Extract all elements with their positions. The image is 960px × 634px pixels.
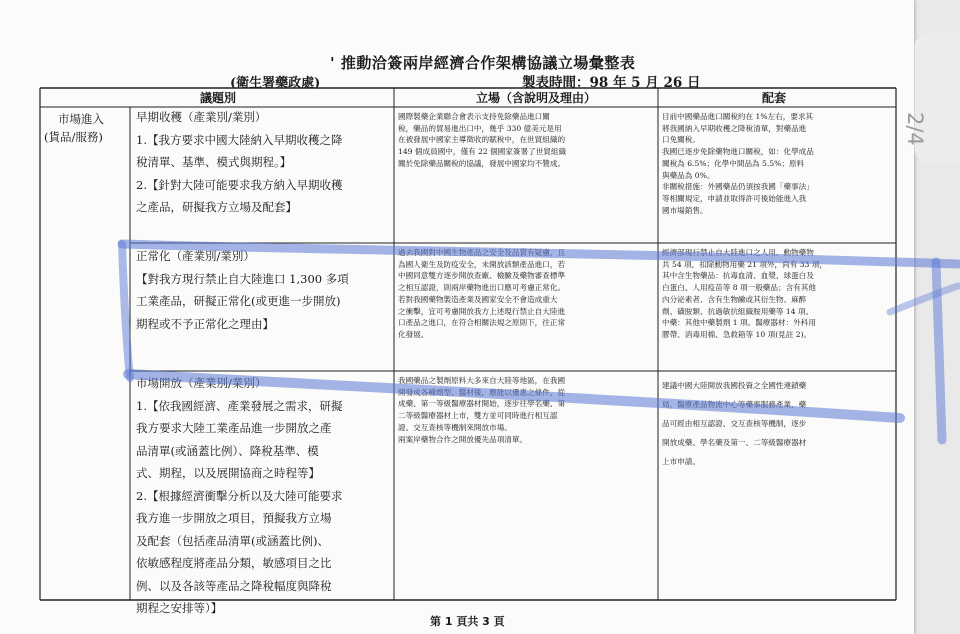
- measure-line: 其中含生物藥品：抗毒血清、血漿、球蛋白及: [662, 271, 814, 281]
- measure-line: 非關稅措施：外國藥品仍須按我國「藥事法」: [662, 182, 814, 192]
- document-title: ' 推動洽簽兩岸經濟合作架構協議立場彙整表: [330, 54, 636, 72]
- row-1-position: [398, 111, 656, 170]
- topic-line: 品清單(或涵蓋比例）、降稅基準、模: [136, 443, 319, 458]
- position-line: 我國藥品之製劑原料大多來自大陸等地區，在我國: [398, 376, 566, 385]
- topic-line: 我方進一步開放之項目，預擬我方立場: [136, 511, 332, 525]
- position-line: 中國同意雙方逐步開放查廠、檢驗及藥物審查標準: [398, 271, 566, 281]
- header-topic: 議題別: [200, 91, 237, 105]
- category-sublabel: (貨品/服務): [44, 130, 103, 144]
- topic-line: 我方要求大陸工業產品進一步開放之產: [136, 421, 332, 435]
- topic-line: 【對我方現行禁止自大陸進口 1,300 多項: [136, 271, 349, 286]
- measure-line: 局，醫療產品物流中心等藥事服務產業，藥: [662, 400, 807, 409]
- measure-line: 口免關稅。: [662, 135, 700, 145]
- position-line: 二等級醫療器材上市，雙方並可同時進行相互認: [398, 411, 558, 421]
- position-line: 過去我國對中國生物產品之安全及品質有疑慮，且: [398, 248, 566, 257]
- row-3-measures: [662, 376, 894, 471]
- topic-line: 及配套（包括產品清單(或涵蓋比例)、: [136, 533, 329, 548]
- position-line: 149 個成員國中，僅有 22 個國家簽署了世貿組織: [398, 147, 567, 157]
- topic-line: 期程之安排等）】: [136, 601, 223, 615]
- document-date: 製表時間：98 年 5 月 26 日: [522, 75, 701, 91]
- measure-line: 經濟部現行禁止自大陸進口之人用、動物藥物: [662, 248, 814, 257]
- position-line: 成藥、第一等級醫療器材開始，逐步往學名藥、第: [398, 399, 566, 409]
- topic-line: 工業產品，研擬正常化(或更進一步開放): [136, 294, 341, 308]
- topic-line: 早期收穫（產業別/業別）: [136, 110, 267, 124]
- row-1-topic: [136, 106, 342, 219]
- position-line: 之衝擊，宜可考慮開放我方上述現行禁止自大陸進: [398, 306, 566, 316]
- position-line: 稅，藥品的貿易進出口中，幾乎 330 億美元是用: [398, 123, 562, 133]
- topic-line: 例、以及各該等產品之降稅幅度與降稅: [136, 578, 332, 593]
- position-line: 口產品之進口，在符合相關法規之原則下，往正常: [398, 318, 566, 328]
- topic-line: 之產品，研擬我方立場及配套】: [136, 200, 297, 214]
- measure-line: 白蛋白、人用疫苗等 8 項一般藥品；含有其他: [662, 283, 816, 293]
- row-3-topic: [136, 372, 342, 620]
- measure-line: 國市場銷售。: [662, 205, 708, 215]
- topic-line: 稅清單、基準、模式與期程。】: [136, 155, 292, 169]
- measure-line: 關稅為 6.5%；化學中間品為 5.5%；原料: [662, 158, 805, 168]
- position-line: 證、交互查核等機制來開放市場。: [398, 422, 512, 432]
- measure-line: 共 54 項，扣除動物用藥 21 項外，尚有 33 項，: [662, 259, 827, 269]
- row-2-position: [398, 247, 656, 341]
- page-indicator-label: 2/4: [903, 112, 927, 146]
- position-line: 開發成各種劑型、醫材後，應能以優惠之條件，從: [398, 387, 566, 397]
- position-line: 之相互認證，則兩岸藥物進出口應可考慮正常化。: [398, 283, 566, 293]
- position-line: 兩案岸藥物合作之開放優先品項清單。: [398, 434, 528, 444]
- position-line: 國際製藥企業聯合會表示支持免除藥品進口關: [398, 112, 550, 121]
- measure-line: 將我國納入早期收穫之降稅清單，對藥品進: [662, 123, 807, 133]
- row-2-measures: [662, 247, 894, 341]
- topic-line: 式、期程，以及展開協商之時程等】: [136, 466, 320, 480]
- topic-line: 1.【依我國經濟、產業發展之需求，研擬: [136, 398, 343, 413]
- measure-line: 膠帶、消毒用棉、急救箱等 10 項(見註 2)。: [662, 329, 812, 339]
- measure-line: 與藥品為 0%。: [662, 170, 715, 180]
- header-measures: 配套: [762, 91, 787, 105]
- position-line: 化發展。: [398, 329, 429, 339]
- measure-line: 品可經由相互認證、交互查核等機制，逐步: [662, 419, 807, 428]
- position-line: 關於免除藥品關稅的協議，發展中國家均不贊成。: [398, 158, 566, 168]
- topic-line: 依敏感程度將產品分類，敏感項目之比: [136, 556, 332, 570]
- measure-line: 上市申請。: [662, 457, 700, 466]
- position-line: 若對我國藥物製造產業及國家安全不會造成重大: [398, 294, 558, 304]
- category-label: 市場進入: [58, 112, 104, 126]
- measure-line: 等相關規定，申請並取得許可後始能進入我: [662, 193, 807, 203]
- position-line: 在被發展中國家主導徵收的賦稅中，在世貿組織的: [398, 135, 566, 145]
- row-1-measures: [662, 111, 894, 216]
- topic-line: 正常化（產業別/業別）: [136, 249, 255, 263]
- page-indicator-tab[interactable]: [903, 32, 960, 164]
- measure-line: 建議中國大陸開放我國投資之全國性連鎖藥: [662, 381, 807, 390]
- measure-line: 劑、磺胺類、抗過敏抗組織胺用藥等 14 項。: [662, 306, 814, 316]
- topic-line: 期程或不予正常化之理由】: [136, 316, 274, 331]
- document-author: (衛生署藥政處): [230, 76, 321, 91]
- row-3-position: [398, 375, 656, 445]
- topic-line: 市場開放（產業別/業別）: [136, 376, 267, 390]
- row-2-topic: [136, 245, 349, 335]
- header-position: 立場（含說明及理由）: [476, 91, 597, 105]
- topic-line: 1.【我方要求中國大陸納入早期收穫之降: [136, 132, 343, 147]
- position-line: 為國人衛生及防疫安全，未開放該類產品進口，若: [398, 259, 566, 269]
- measure-line: 目前中國藥品進口關稅約在 1%左右，要求其: [662, 112, 814, 121]
- measure-line: 內分泌素者、含有生物鹼或其衍生物、麻醉: [662, 294, 807, 304]
- topic-line: 2.【針對大陸可能要求我方納入早期收穫: [136, 177, 343, 192]
- measure-line: 開放成藥、學名藥及第一、二等級醫療器材: [662, 438, 807, 447]
- page-footer: 第 1 頁共 3 頁: [430, 615, 505, 628]
- measure-line: 中藥：其他中藥製劑 1 項。醫療器材：外科用: [662, 318, 816, 328]
- topic-line: 2.【根據經濟衝擊分析以及大陸可能要求: [136, 488, 343, 503]
- measure-line: 我國已逐步免除藥物進口關稅，如：化學成品: [662, 147, 814, 157]
